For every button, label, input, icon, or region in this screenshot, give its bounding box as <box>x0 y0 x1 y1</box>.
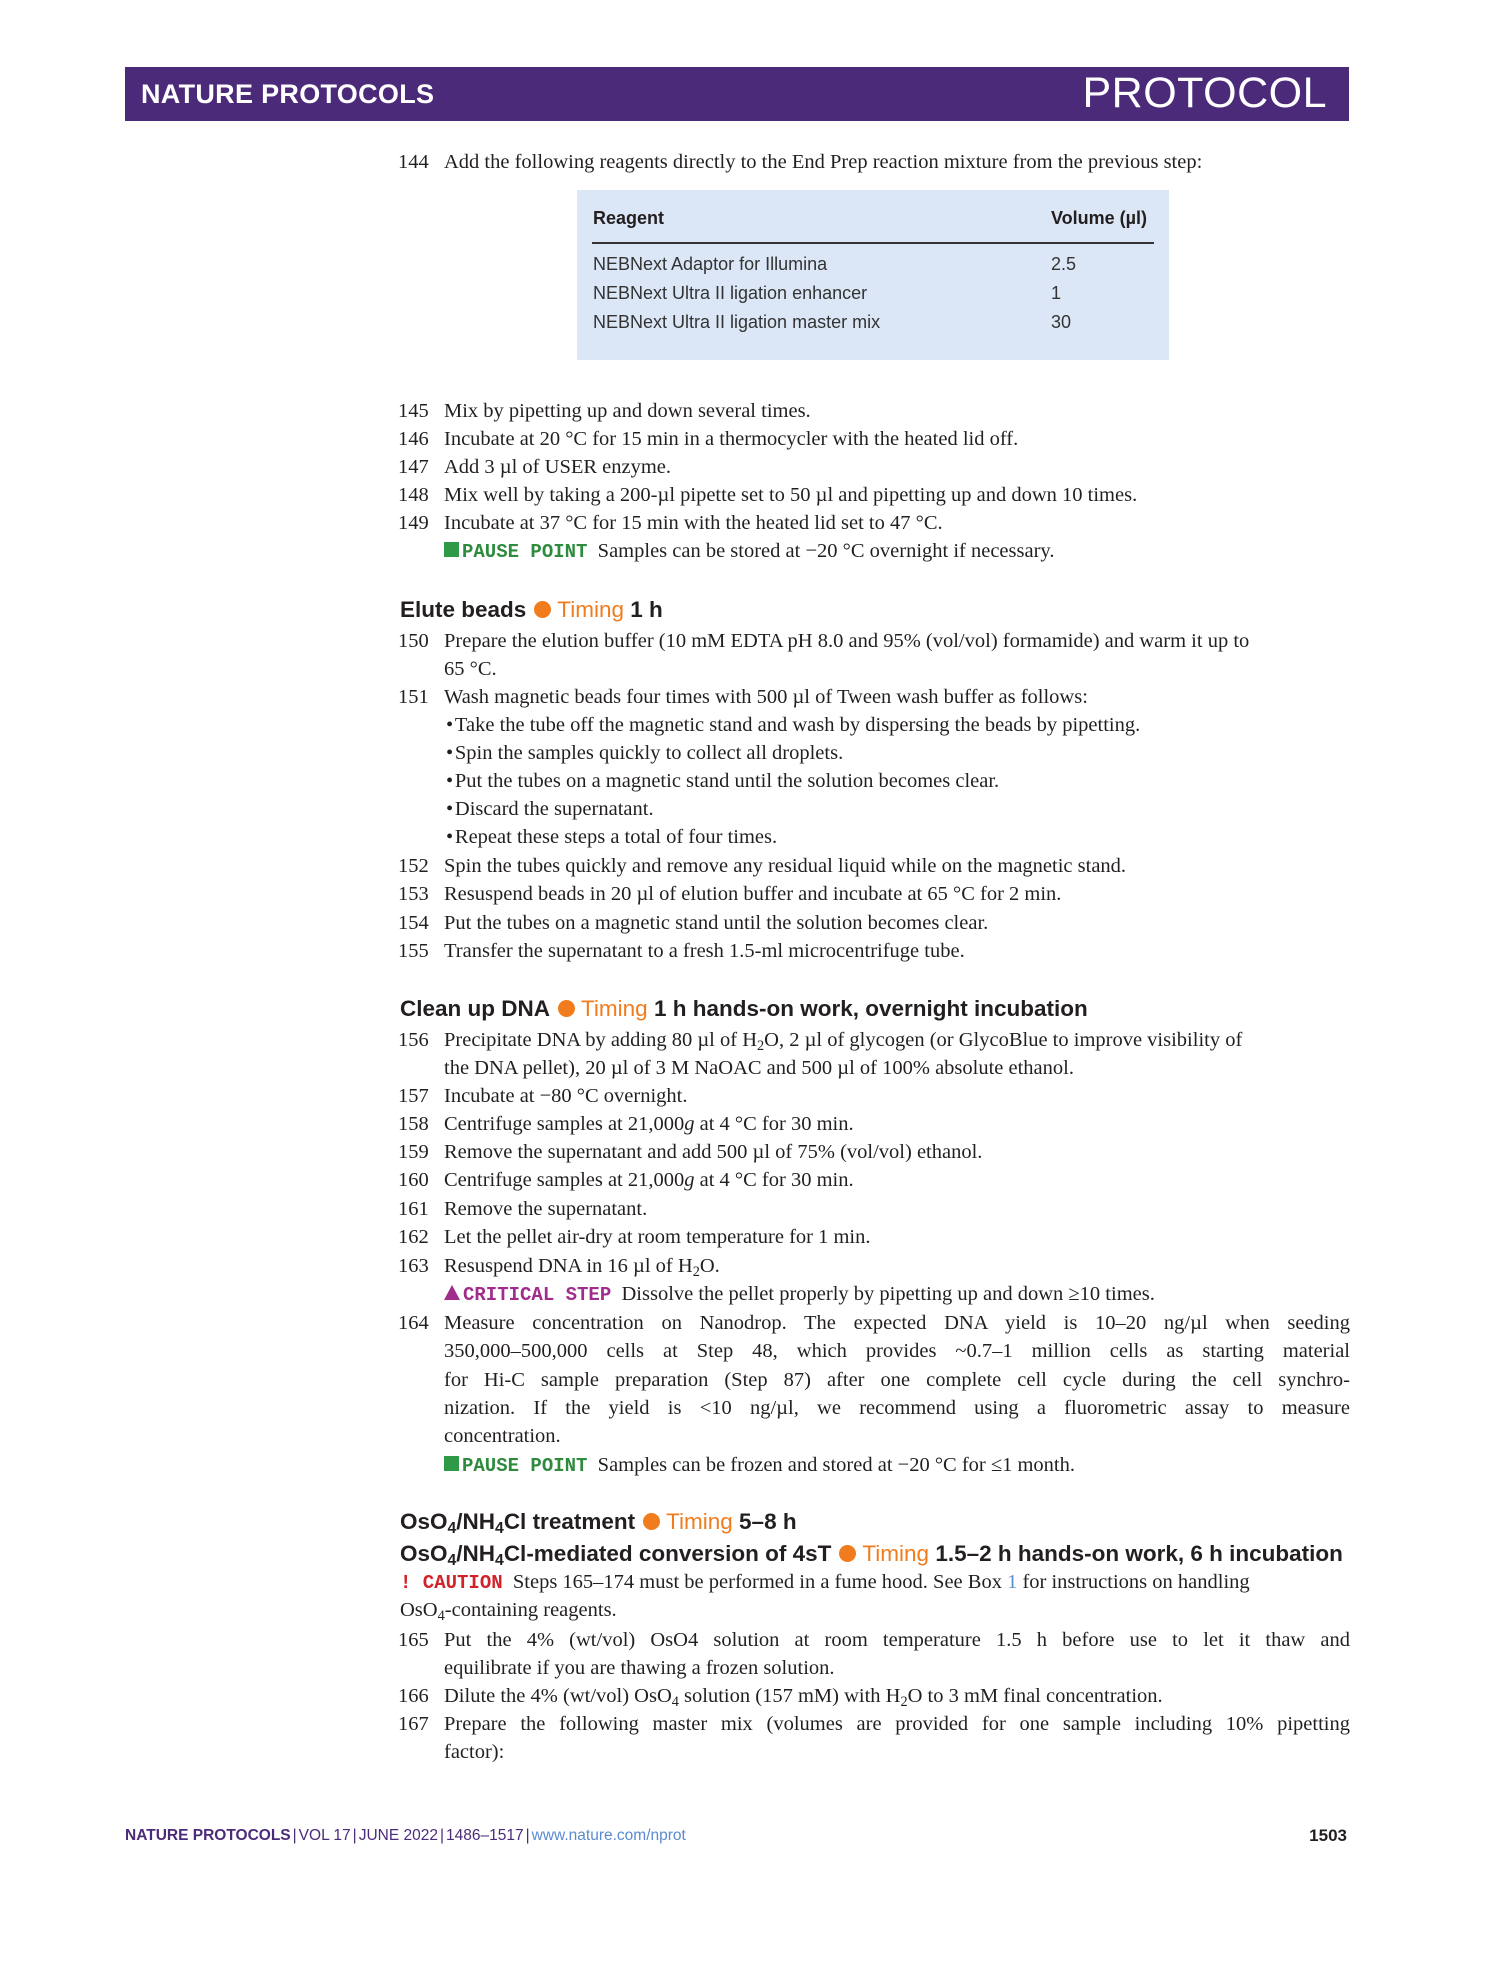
subscript: 2 <box>692 1264 700 1280</box>
text-part: g <box>684 1113 695 1135</box>
list-item <box>446 767 999 795</box>
step-number: 167 <box>398 1713 429 1735</box>
heading-title: Clean up DNA <box>400 996 551 1021</box>
bullet-text: Repeat these steps a total of four times. <box>454 826 778 848</box>
footer-volume: VOL 17 <box>298 1827 351 1844</box>
step-text: Let the pellet air-dry at room temperature for 1 min. <box>444 1226 871 1248</box>
step-text: Prepare the elution buffer (10 mM EDTA pH 8.0 and 95% (vol/vol) formamide) and warm it up to <box>444 630 1250 652</box>
timing-dot-icon <box>558 1000 575 1017</box>
step-text: equilibrate if you are thawing a frozen solution. <box>444 1657 835 1679</box>
caution-label: ! CAUTION <box>400 1572 503 1594</box>
section-heading-cleanup <box>400 994 1088 1024</box>
table-header-volume: Volume (µl) <box>1051 208 1148 228</box>
pause-square-icon <box>444 542 459 557</box>
journal-name: NATURE PROTOCOLS <box>141 79 435 109</box>
step-text: Measure concentration on Nanodrop. The expected DNA yield is 10–20 ng/µl when seeding <box>444 1312 1350 1334</box>
step-text: Resuspend beads in 20 µl of elution buffer and incubate at 65 °C for 2 min. <box>444 883 1062 905</box>
step-number: 153 <box>398 883 429 905</box>
step-text: Put the 4% (wt/vol) OsO4 solution at room temperature 1.5 h before use to let it thaw and <box>444 1629 1350 1651</box>
subscript: 4 <box>447 1552 457 1569</box>
step-text: Mix by pipetting up and down several times. <box>444 400 811 422</box>
table-header-reagent: Reagent <box>593 208 665 228</box>
footer-journal: NATURE PROTOCOLS <box>125 1827 291 1844</box>
step-text: Wash magnetic beads four times with 500 µl of Tween wash buffer as follows: <box>444 686 1088 708</box>
step-text <box>444 1026 1350 1054</box>
warning-triangle-icon <box>444 1285 460 1300</box>
step-number: 152 <box>398 855 429 877</box>
step-number: 146 <box>398 428 429 450</box>
caution-note <box>400 1568 1352 1597</box>
step-number: 158 <box>398 1113 429 1135</box>
bullet: • <box>446 742 454 764</box>
step-text: 65 °C. <box>444 658 497 680</box>
text-part: Precipitate DNA by adding 80 µl of H <box>444 1029 757 1051</box>
heading-text: /NH <box>456 1509 496 1534</box>
caution-text: Steps 165–174 must be performed in a fume hood. See Box <box>512 1571 1008 1593</box>
step-number: 164 <box>398 1312 429 1334</box>
table-cell-volume: 2.5 <box>1051 254 1077 274</box>
footer-pages: 1486–1517 <box>446 1827 524 1844</box>
list-item <box>446 739 843 767</box>
bullet-text: Spin the samples quickly to collect all droplets. <box>454 742 844 764</box>
step-number: 149 <box>398 512 429 534</box>
step-text: Prepare the following master mix (volumes are provided for one sample including 10% pipetting <box>444 1713 1350 1735</box>
list-item <box>446 711 1140 739</box>
pause-text: Samples can be frozen and stored at −20 °C for ≤1 month. <box>597 1454 1076 1476</box>
subscript: 4 <box>495 1552 504 1569</box>
step-number: 157 <box>398 1085 429 1107</box>
step-text: Transfer the supernatant to a fresh 1.5-ml microcentrifuge tube. <box>444 940 965 962</box>
step-number: 144 <box>398 151 429 173</box>
heading-title: Elute beads <box>400 597 527 622</box>
step-text: 350,000–500,000 cells at Step 48, which provides ~0.7–1 million cells as starting material <box>444 1340 1350 1362</box>
timing-label: Timing <box>862 1541 930 1566</box>
list-item <box>446 795 654 823</box>
page-header-bar <box>125 67 1349 121</box>
step-text: Incubate at 37 °C for 15 min with the heated lid set to 47 °C. <box>444 512 943 534</box>
heading-text: OsO <box>400 1509 448 1534</box>
text-part: Dilute the 4% (wt/vol) OsO <box>444 1685 672 1707</box>
step-text: Add 3 µl of USER enzyme. <box>444 456 672 478</box>
text-part: solution (157 mM) with H <box>678 1685 901 1707</box>
caution-note-cont <box>400 1596 1352 1624</box>
step-text: Incubate at 20 °C for 15 min in a thermocycler with the heated lid off. <box>444 428 1019 450</box>
bullet: • <box>446 826 454 848</box>
page-footer: NATURE PROTOCOLS | VOL 17 | JUNE 2022 | 1486–1517 | www.nature.com/nprot <box>125 1827 686 1844</box>
table-cell-reagent: NEBNext Adaptor for Illumina <box>593 254 828 274</box>
step-number: 150 <box>398 630 429 652</box>
text-part: g <box>684 1169 695 1191</box>
text-part: O. <box>699 1255 720 1277</box>
step-number: 160 <box>398 1169 429 1191</box>
step-number: 162 <box>398 1226 429 1248</box>
step-text: Put the tubes on a magnetic stand until the solution becomes clear. <box>444 912 989 934</box>
list-item <box>446 823 777 851</box>
footer-url-link[interactable]: www.nature.com/nprot <box>531 1827 686 1844</box>
heading-text: Cl-mediated conversion of 4sT <box>503 1541 832 1566</box>
pause-label: PAUSE POINT <box>462 1455 588 1477</box>
timing-dot-icon <box>534 601 551 618</box>
step-text: concentration. <box>444 1425 561 1447</box>
text-part: O to 3 mM final concentration. <box>907 1685 1163 1707</box>
text-part: Centrifuge samples at 21,000 <box>444 1169 685 1191</box>
bullet-text: Discard the supernatant. <box>454 798 654 820</box>
subscript: 4 <box>447 1520 457 1537</box>
subscript: 4 <box>671 1694 679 1710</box>
step-number: 145 <box>398 400 429 422</box>
page-number: 1503 <box>1309 1826 1347 1845</box>
step-number: 147 <box>398 456 429 478</box>
step-text <box>444 1166 854 1194</box>
pause-label: PAUSE POINT <box>462 541 588 563</box>
step-text <box>444 1682 1163 1710</box>
step-number: 155 <box>398 940 429 962</box>
bullet-text: Put the tubes on a magnetic stand until the solution becomes clear. <box>454 770 1000 792</box>
subscript: 2 <box>900 1694 908 1710</box>
step-number: 148 <box>398 484 429 506</box>
table-cell-reagent: NEBNext Ultra II ligation master mix <box>593 312 881 332</box>
critical-text: Dissolve the pellet properly by pipetting up and down ≥10 times. <box>621 1283 1155 1305</box>
pause-square-icon <box>444 1456 459 1471</box>
step-text: nization. If the yield is <10 ng/µl, we recommend using a fluorometric assay to measure <box>444 1397 1350 1419</box>
heading-text: OsO <box>400 1541 448 1566</box>
critical-label: CRITICAL STEP <box>463 1284 612 1306</box>
subscript: 4 <box>437 1608 445 1624</box>
reagent-table <box>577 190 1169 360</box>
text-part: Resuspend DNA in 16 µl of H <box>444 1255 693 1277</box>
step-text <box>444 1110 854 1138</box>
step-number: 159 <box>398 1141 429 1163</box>
timing-dot-icon <box>839 1545 856 1562</box>
section-heading-elute <box>400 595 663 625</box>
bullet: • <box>446 798 454 820</box>
step-number: 151 <box>398 686 429 708</box>
timing-label: Timing <box>581 996 648 1021</box>
pause-text: Samples can be stored at −20 °C overnight if necessary. <box>597 540 1055 562</box>
caution-text: -containing reagents. <box>444 1599 617 1621</box>
table-rule <box>592 242 1154 244</box>
step-text: Spin the tubes quickly and remove any residual liquid while on the magnetic stand. <box>444 855 1127 877</box>
bullet-text: Take the tube off the magnetic stand and wash by dispersing the beads by pipetting. <box>454 714 1141 736</box>
bullet: • <box>446 714 454 736</box>
heading-text: Cl treatment <box>503 1509 636 1534</box>
timing-dot-icon <box>643 1513 660 1530</box>
timing-label: Timing <box>557 597 624 622</box>
footer-date: JUNE 2022 <box>358 1827 438 1844</box>
step-text: Incubate at −80 °C overnight. <box>444 1085 688 1107</box>
timing-value: 1 h hands-on work, overnight incubation <box>653 996 1088 1021</box>
text-part: O, 2 µl of glycogen (or GlycoBlue to improve visibility of <box>764 1029 1243 1051</box>
step-number: 154 <box>398 912 429 934</box>
timing-label: Timing <box>666 1509 733 1534</box>
heading-text: /NH <box>456 1541 496 1566</box>
step-text: the DNA pellet), 20 µl of 3 M NaOAC and 500 µl of 100% absolute ethanol. <box>444 1057 1074 1079</box>
table-cell-volume: 1 <box>1051 283 1062 303</box>
step-number: 156 <box>398 1029 429 1051</box>
subscript: 4 <box>495 1520 504 1537</box>
table-cell-reagent: NEBNext Ultra II ligation enhancer <box>593 283 868 303</box>
caution-text: for instructions on handling <box>1017 1571 1250 1593</box>
timing-value: 1.5–2 h hands-on work, 6 h incubation <box>935 1541 1343 1566</box>
text-part: at 4 °C for 30 min. <box>694 1169 854 1191</box>
step-text: Remove the supernatant. <box>444 1198 648 1220</box>
article-type: PROTOCOL <box>1082 69 1327 117</box>
step-number: 166 <box>398 1685 429 1707</box>
step-text: factor): <box>444 1741 505 1763</box>
step-number: 161 <box>398 1198 429 1220</box>
step-text <box>444 1252 720 1280</box>
subscript: 2 <box>757 1038 765 1054</box>
step-text: for Hi-C sample preparation (Step 87) after one complete cell cycle during the cell synchro- <box>444 1369 1350 1391</box>
text-part: at 4 °C for 30 min. <box>694 1113 854 1135</box>
caution-text: OsO <box>400 1599 438 1621</box>
step-number: 163 <box>398 1255 429 1277</box>
step-text: Add the following reagents directly to the End Prep reaction mixture from the previous step: <box>444 151 1203 173</box>
timing-value: 5–8 h <box>739 1509 797 1534</box>
bullet: • <box>446 770 454 792</box>
step-text: Mix well by taking a 200-µl pipette set to 50 µl and pipetting up and down 10 times. <box>444 484 1138 506</box>
step-text: Remove the supernatant and add 500 µl of 75% (vol/vol) ethanol. <box>444 1141 983 1163</box>
box-link[interactable]: 1 <box>1007 1571 1018 1593</box>
section-heading-oso4-conversion <box>400 1539 1343 1569</box>
step-number: 165 <box>398 1629 429 1651</box>
section-heading-oso4 <box>400 1507 797 1537</box>
table-cell-volume: 30 <box>1051 312 1072 332</box>
timing-value: 1 h <box>630 597 663 622</box>
text-part: Centrifuge samples at 21,000 <box>444 1113 685 1135</box>
